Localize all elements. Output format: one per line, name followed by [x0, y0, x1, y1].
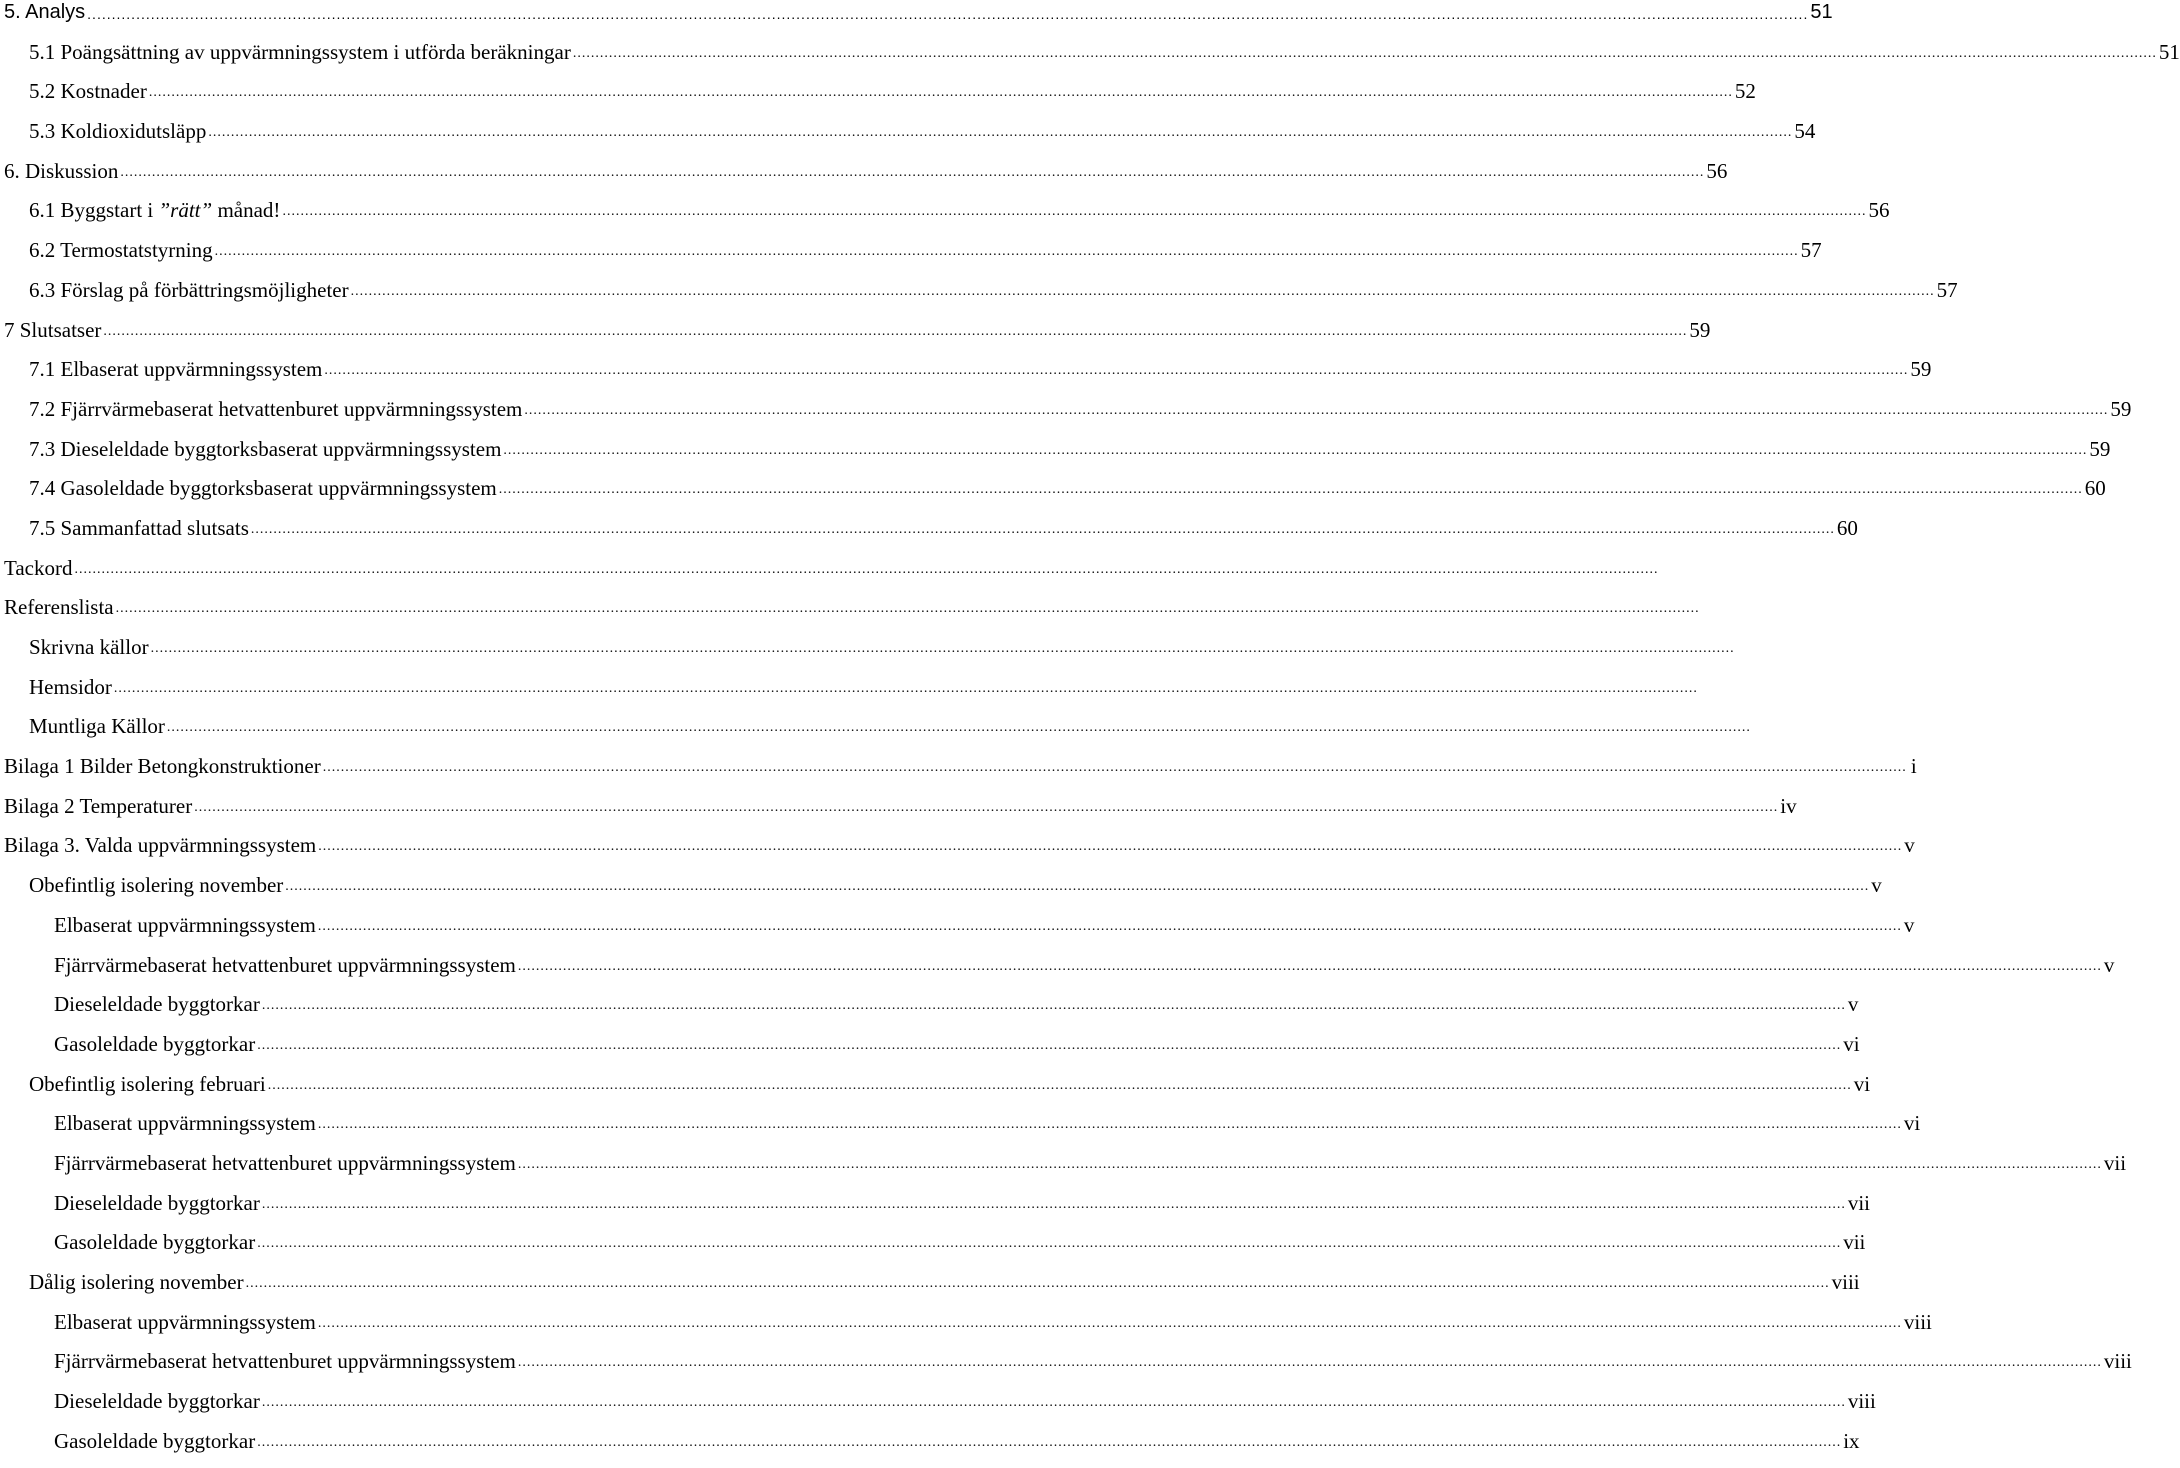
- toc-entry-page: viii: [1831, 1270, 1860, 1294]
- toc-entry-page: viii: [2103, 1349, 2132, 1374]
- toc-entry-title: Muntliga Källor: [29, 714, 165, 739]
- toc-title-italic: ”rätt”: [158, 198, 213, 223]
- toc-dot-leader: [246, 1270, 1830, 1296]
- toc-entry-page: 59: [1689, 317, 1711, 342]
- toc-entry-page: vii: [1843, 1230, 1866, 1255]
- toc-entry[interactable]: [0, 1428, 1860, 1468]
- toc-dot-leader: [318, 833, 1902, 859]
- toc-entry-title: Dieseleldade byggtorkar: [54, 1190, 260, 1215]
- toc-entry-page: v: [2103, 952, 2115, 977]
- toc-entry-title: 7.1 Elbaserat uppvärmningssystem: [29, 357, 323, 382]
- toc-entry-title: Gasoleldade byggtorkar: [54, 1230, 256, 1255]
- toc-dot-leader: [87, 0, 1808, 26]
- toc-entry-page: ix: [1843, 1428, 1860, 1453]
- toc-dot-leader: [208, 119, 1792, 145]
- toc-dot-leader: [518, 1349, 2102, 1375]
- toc-entry[interactable]: [0, 793, 1797, 834]
- toc-entry[interactable]: [0, 277, 1958, 318]
- toc-dot-leader: [151, 635, 1735, 661]
- toc-entry-page: 59: [2110, 396, 2132, 421]
- toc-entry-page: vi: [1843, 1031, 1860, 1056]
- toc-entry-title: Bilaga 1 Bilder Betongkonstruktioner: [4, 754, 321, 779]
- toc-entry-title: 5. Analys: [4, 1, 86, 23]
- toc-entry-page: 57: [1800, 238, 1822, 263]
- toc-entry-page: v: [1871, 873, 1882, 898]
- toc-entry[interactable]: [0, 1190, 1871, 1231]
- toc-entry-title: Gasoleldade byggtorkar: [54, 1031, 256, 1056]
- toc-entry-page: viii: [1847, 1389, 1876, 1414]
- toc-dot-leader: [262, 1191, 1846, 1217]
- toc-entry-page: 59: [1910, 357, 1932, 382]
- toc-entry-title: 7.2 Fjärrvärmebaserat hetvattenburet uppvärmningssystem: [29, 396, 523, 421]
- toc-dot-leader: [114, 675, 1698, 701]
- toc-dot-leader: [257, 1429, 1841, 1455]
- toc-entry[interactable]: [0, 833, 1915, 873]
- toc-entry-page: iv: [1780, 793, 1797, 818]
- toc-entry-title: Fjärrvärmebaserat hetvattenburet uppvärmningssystem: [54, 952, 516, 977]
- toc-entry[interactable]: [0, 556, 960, 596]
- toc-dot-leader: [324, 357, 1908, 383]
- toc-entry-title: Elbaserat uppvärmningssystem: [54, 1111, 316, 1136]
- toc-entry-page: 56: [1706, 158, 1728, 183]
- toc-entry[interactable]: [0, 992, 1859, 1032]
- toc-entry-title: 5.3 Koldioxidutsläpp: [29, 119, 207, 144]
- toc-entry-title: Fjärrvärmebaserat hetvattenburet uppvärmningssystem: [54, 1150, 516, 1175]
- toc-dot-leader: [120, 159, 1704, 185]
- toc-dot-leader: [282, 198, 1866, 224]
- toc-entry[interactable]: [0, 436, 2111, 477]
- toc-dot-leader: [116, 595, 1700, 621]
- toc-entry[interactable]: [0, 357, 1932, 397]
- toc-entry-page: 59: [2089, 436, 2111, 461]
- toc-entry[interactable]: [0, 1071, 1871, 1112]
- toc-entry[interactable]: [0, 714, 960, 754]
- toc-title-suffix: månad!: [212, 198, 281, 223]
- toc-entry[interactable]: [0, 754, 1917, 794]
- toc-entry-title: Tackord: [4, 555, 73, 580]
- toc-entry-title: Dieseleldade byggtorkar: [54, 1389, 260, 1414]
- toc-entry-page: 56: [1868, 198, 1890, 223]
- toc-entry-title: 5.1 Poängsättning av uppvärmningssystem i utförda beräkningar: [29, 39, 571, 64]
- toc-entry-title: 7 Slutsatser: [4, 317, 102, 342]
- toc-entry-title: Hemsidor: [29, 674, 112, 699]
- toc-entry[interactable]: [0, 1389, 1876, 1429]
- toc-entry[interactable]: [0, 198, 1890, 238]
- toc-entry[interactable]: [0, 873, 1882, 913]
- toc-dot-leader: [149, 79, 1733, 105]
- toc-entry[interactable]: [0, 79, 1756, 119]
- toc-entry-page: v: [1847, 992, 1859, 1017]
- toc-dot-leader: [103, 318, 1687, 344]
- toc-dot-leader: [318, 913, 1902, 939]
- toc-dot-leader: [215, 238, 1799, 264]
- toc-dot-leader: [318, 1111, 1902, 1137]
- toc-entry-title: Obefintlig isolering februari: [29, 1071, 266, 1096]
- toc-entry[interactable]: [0, 0, 1833, 40]
- toc-dot-leader: [351, 278, 1935, 304]
- toc-entry-page: vi: [1853, 1071, 1871, 1096]
- toc-entry-title: Dieseleldade byggtorkar: [54, 992, 260, 1017]
- toc-dot-leader: [167, 714, 1751, 740]
- toc-entry-title: 6.2 Termostatstyrning: [29, 238, 213, 263]
- toc-entry-page: 57: [1936, 277, 1958, 302]
- toc-entry-page: vii: [2103, 1150, 2127, 1175]
- toc-dot-leader: [518, 953, 2102, 979]
- toc-entry[interactable]: [0, 1031, 1860, 1072]
- toc-entry[interactable]: [0, 119, 1816, 159]
- toc-entry-title: Elbaserat uppvärmningssystem: [54, 1309, 316, 1334]
- toc-dot-leader: [524, 397, 2108, 423]
- toc-entry-page: 51: [1810, 1, 1833, 23]
- toc-title-prefix: 6.1 Byggstart i: [29, 198, 159, 223]
- toc-entry-page: viii: [1903, 1309, 1932, 1334]
- toc-entry-page: 54: [1794, 119, 1816, 144]
- toc-dot-leader: [257, 1032, 1841, 1058]
- toc-entry[interactable]: [0, 952, 2115, 993]
- toc-entry-title: [29, 198, 282, 222]
- toc-dot-leader: [251, 516, 1835, 542]
- toc-dot-leader: [499, 476, 2083, 502]
- toc-dot-leader: [503, 437, 2087, 463]
- toc-entry[interactable]: [0, 1309, 1932, 1350]
- toc-entry-title: 7.5 Sammanfattad slutsats: [29, 515, 249, 540]
- toc-entry-title: Bilaga 3. Valda uppvärmningssystem: [4, 833, 317, 858]
- toc-entry-title: 7.3 Dieseleldade byggtorksbaserat uppvärmningssystem: [29, 436, 502, 461]
- toc-entry-title: Obefintlig isolering november: [29, 873, 284, 898]
- toc-entry-title: Skrivna källor: [29, 635, 149, 659]
- toc-entry[interactable]: [0, 238, 1822, 278]
- toc-entry[interactable]: [0, 476, 2106, 516]
- toc-entry-page: vi: [1903, 1111, 1921, 1136]
- toc-entry[interactable]: [0, 515, 1858, 556]
- toc-entry-title: Gasoleldade byggtorkar: [54, 1428, 256, 1453]
- toc-entry-title: Fjärrvärmebaserat hetvattenburet uppvärmningssystem: [54, 1349, 516, 1374]
- toc-entry[interactable]: [0, 595, 960, 635]
- toc-dot-leader: [573, 40, 2157, 66]
- toc-entry[interactable]: [0, 1111, 1921, 1151]
- toc-entry[interactable]: [0, 1349, 2132, 1389]
- toc-entry[interactable]: [0, 39, 2180, 80]
- toc-entry-page: 60: [1836, 515, 1858, 540]
- toc-entry-title: 7.4 Gasoleldade byggtorksbaserat uppvärmningssystem: [29, 476, 497, 501]
- toc-entry-title: 6.3 Förslag på förbättringsmöjligheter: [29, 277, 349, 302]
- toc-entry[interactable]: [0, 396, 2132, 437]
- toc-entry[interactable]: [0, 635, 960, 675]
- toc-dot-leader: [262, 992, 1846, 1018]
- toc-entry-page: 51: [2158, 39, 2180, 64]
- toc-entry-page: v: [1903, 912, 1915, 937]
- toc-dot-leader: [194, 794, 1778, 820]
- toc-entry[interactable]: [0, 317, 1711, 358]
- toc-dot-leader: [318, 1310, 1902, 1336]
- toc-entry[interactable]: [0, 1150, 2127, 1191]
- toc-dot-leader: [285, 873, 1869, 899]
- toc-dot-leader: [518, 1151, 2102, 1177]
- toc-entry-page: i: [1907, 754, 1917, 778]
- toc-entry-title: Elbaserat uppvärmningssystem: [54, 912, 316, 937]
- toc-entry-page: 52: [1734, 79, 1756, 104]
- toc-entry-title: 6. Diskussion: [4, 158, 119, 183]
- toc-entry-page: vii: [1847, 1190, 1871, 1215]
- toc-entry-title: Referenslista: [4, 595, 114, 620]
- toc-entry[interactable]: [0, 1270, 1860, 1310]
- toc-entry-title: Bilaga 2 Temperaturer: [4, 793, 193, 818]
- toc-entry-page: v: [1904, 833, 1915, 858]
- toc-dot-leader: [75, 556, 1659, 582]
- toc-entry[interactable]: [0, 675, 960, 715]
- toc-entry-title: Dålig isolering november: [29, 1270, 244, 1294]
- toc-dot-leader: [268, 1072, 1852, 1098]
- toc-dot-leader: [262, 1389, 1846, 1415]
- toc-entry-page: 60: [2084, 476, 2106, 501]
- toc-entry-title: 5.2 Kostnader: [29, 79, 147, 104]
- toc-entry[interactable]: [0, 158, 1728, 199]
- toc-entry[interactable]: [0, 1230, 1866, 1270]
- toc-entry[interactable]: [0, 912, 1915, 953]
- toc-dot-leader: [257, 1230, 1841, 1256]
- toc-dot-leader: [323, 754, 1907, 780]
